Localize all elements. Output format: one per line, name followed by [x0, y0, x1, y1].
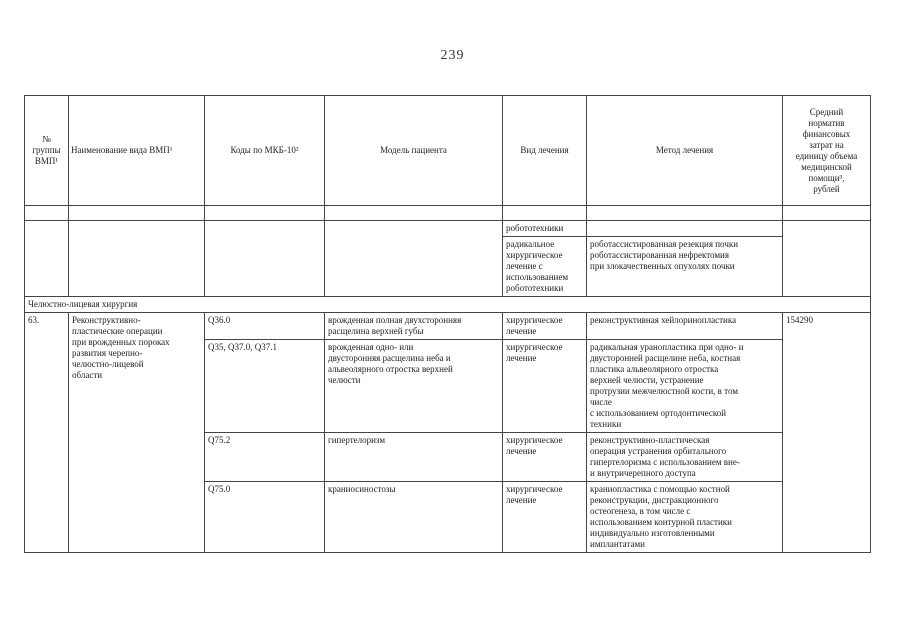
- header-row: [25, 96, 871, 206]
- mkb-code: Q35, Q37.0, Q37.1: [205, 340, 325, 433]
- patient-model: врожденная полная двухсторонняя расщелина верхней губы: [325, 313, 503, 340]
- treatment-method: краниопластика с помощью костной реконструкции, дистракционного остеогенеза, в том числе с использованием контурной пластики индивидуально изготовленными имплантатами: [587, 482, 783, 553]
- table-break-row: [25, 206, 871, 221]
- continuation-method: роботассистированная резекция почки роботассистированная нефректомия при злокачественных опухолях почки: [587, 237, 783, 297]
- treatment-type: хирургическое лечение: [503, 433, 587, 482]
- continuation-treatment: робототехники: [503, 221, 587, 237]
- vmp-table: [24, 95, 871, 553]
- table-row: [25, 313, 871, 340]
- header-patient-model: Модель пациента: [325, 96, 503, 206]
- treatment-type: хирургическое лечение: [503, 313, 587, 340]
- treatment-type: хирургическое лечение: [503, 482, 587, 553]
- section-row: [25, 297, 871, 313]
- mkb-code: Q75.2: [205, 433, 325, 482]
- header-method: Метод лечения: [587, 96, 783, 206]
- group-number: 63.: [25, 313, 69, 553]
- patient-model: краниосиностозы: [325, 482, 503, 553]
- continuation-row: [25, 221, 871, 237]
- continuation-treatment: радикальное хирургическое лечение с использованием робототехники: [503, 237, 587, 297]
- patient-model: врожденная одно- или двусторонняя расщелина неба и альвеолярного отростка верхней челюсти: [325, 340, 503, 433]
- group-name: Реконструктивно- пластические операции при врожденных пороках развития черепно- челюстно-лицевой области: [69, 313, 205, 553]
- mkb-code: Q36.0: [205, 313, 325, 340]
- header-cost: Средний норматив финансовых затрат на единицу объема медицинской помощи³, рублей: [783, 96, 871, 206]
- header-group-no: № группы ВМП¹: [25, 96, 69, 206]
- treatment-method: реконструктивно-пластическая операция устранения орбитального гипертелоризма с использованием вне- и внутричерепного доступа: [587, 433, 783, 482]
- treatment-method: радикальная уранопластика при одно- и двусторонней расщелине неба, костная пластика альвеолярного отростка верхней челюсти, устранение протрузии межчелюстной кости, в том числе с использованием ортодонтической техники: [587, 340, 783, 433]
- patient-model: гипертелоризм: [325, 433, 503, 482]
- header-treatment-type: Вид лечения: [503, 96, 587, 206]
- page-number: 239: [440, 48, 465, 63]
- mkb-code: Q75.0: [205, 482, 325, 553]
- group-cost: 154290: [783, 313, 871, 553]
- treatment-method: реконструктивная хейлоринопластика: [587, 313, 783, 340]
- section-title: Челюстно-лицевая хирургия: [25, 297, 871, 313]
- treatment-type: хирургическое лечение: [503, 340, 587, 433]
- header-mkb: Коды по МКБ-10²: [205, 96, 325, 206]
- header-name: Наименование вида ВМП¹: [69, 96, 205, 206]
